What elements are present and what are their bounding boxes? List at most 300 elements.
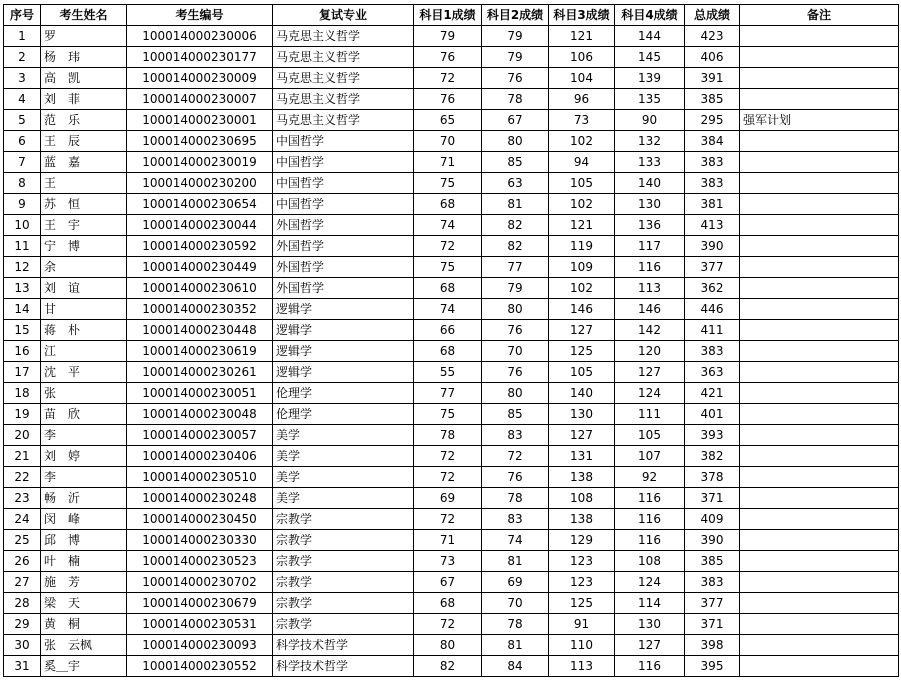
cell-score3: 94 (549, 152, 615, 173)
cell-id: 100014000230248 (127, 488, 273, 509)
cell-total: 384 (685, 131, 740, 152)
cell-score1: 72 (414, 68, 482, 89)
cell-name: 邱 博 (41, 530, 127, 551)
cell-total: 398 (685, 635, 740, 656)
cell-total: 377 (685, 593, 740, 614)
cell-score2: 79 (482, 26, 549, 47)
cell-score3: 125 (549, 593, 615, 614)
cell-note (740, 47, 899, 68)
cell-id: 100014000230695 (127, 131, 273, 152)
table-row (4, 425, 899, 446)
cell-score4: 111 (615, 404, 685, 425)
table-row (4, 152, 899, 173)
cell-total: 385 (685, 89, 740, 110)
cell-score2: 80 (482, 299, 549, 320)
cell-score3: 131 (549, 446, 615, 467)
cell-name: 张 云枫 (41, 635, 127, 656)
cell-score2: 81 (482, 551, 549, 572)
cell-note (740, 320, 899, 341)
cell-score2: 78 (482, 89, 549, 110)
cell-major: 宗教学 (273, 614, 414, 635)
cell-score4: 116 (615, 509, 685, 530)
cell-score2: 79 (482, 47, 549, 68)
cell-score3: 105 (549, 173, 615, 194)
cell-total: 409 (685, 509, 740, 530)
cell-id: 100014000230450 (127, 509, 273, 530)
cell-no: 1 (4, 26, 41, 47)
cell-score3: 127 (549, 425, 615, 446)
cell-score2: 78 (482, 488, 549, 509)
cell-no: 25 (4, 530, 41, 551)
cell-note (740, 173, 899, 194)
cell-major: 宗教学 (273, 530, 414, 551)
cell-total: 413 (685, 215, 740, 236)
cell-note (740, 614, 899, 635)
cell-score1: 69 (414, 488, 482, 509)
cell-major: 宗教学 (273, 572, 414, 593)
cell-note (740, 530, 899, 551)
table-row (4, 278, 899, 299)
cell-score1: 55 (414, 362, 482, 383)
table-row (4, 26, 899, 47)
cell-major: 外国哲学 (273, 257, 414, 278)
table-row (4, 362, 899, 383)
cell-id: 100014000230019 (127, 152, 273, 173)
table-row (4, 257, 899, 278)
cell-score4: 133 (615, 152, 685, 173)
cell-name: 蓝 嘉 (41, 152, 127, 173)
cell-total: 383 (685, 152, 740, 173)
header-major: 复试专业 (273, 5, 414, 26)
cell-no: 11 (4, 236, 41, 257)
table-row (4, 236, 899, 257)
cell-score3: 119 (549, 236, 615, 257)
cell-score1: 72 (414, 614, 482, 635)
cell-total: 371 (685, 614, 740, 635)
cell-name: 范 乐 (41, 110, 127, 131)
cell-score4: 124 (615, 572, 685, 593)
cell-note (740, 257, 899, 278)
cell-score1: 78 (414, 425, 482, 446)
cell-major: 宗教学 (273, 551, 414, 572)
cell-no: 29 (4, 614, 41, 635)
cell-score2: 67 (482, 110, 549, 131)
cell-score2: 81 (482, 194, 549, 215)
cell-score2: 74 (482, 530, 549, 551)
cell-no: 12 (4, 257, 41, 278)
cell-note (740, 488, 899, 509)
cell-no: 26 (4, 551, 41, 572)
cell-score4: 116 (615, 656, 685, 677)
cell-score4: 145 (615, 47, 685, 68)
cell-id: 100014000230009 (127, 68, 273, 89)
cell-total: 406 (685, 47, 740, 68)
header-score3: 科目3成绩 (549, 5, 615, 26)
cell-score4: 132 (615, 131, 685, 152)
table-row (4, 341, 899, 362)
cell-no: 20 (4, 425, 41, 446)
cell-total: 362 (685, 278, 740, 299)
cell-total: 411 (685, 320, 740, 341)
cell-score4: 116 (615, 488, 685, 509)
cell-score1: 77 (414, 383, 482, 404)
cell-id: 100014000230006 (127, 26, 273, 47)
cell-name: 王 (41, 173, 127, 194)
cell-score3: 110 (549, 635, 615, 656)
cell-score1: 79 (414, 26, 482, 47)
cell-name: 江 (41, 341, 127, 362)
cell-id: 100014000230448 (127, 320, 273, 341)
cell-name: 梁 天 (41, 593, 127, 614)
cell-id: 100014000230330 (127, 530, 273, 551)
cell-note (740, 278, 899, 299)
table-row (4, 614, 899, 635)
cell-score3: 129 (549, 530, 615, 551)
cell-score4: 146 (615, 299, 685, 320)
cell-no: 3 (4, 68, 41, 89)
cell-score2: 85 (482, 152, 549, 173)
cell-note (740, 68, 899, 89)
cell-id: 100014000230177 (127, 47, 273, 68)
cell-note (740, 152, 899, 173)
cell-score4: 114 (615, 593, 685, 614)
cell-score2: 76 (482, 467, 549, 488)
table-row (4, 467, 899, 488)
cell-no: 17 (4, 362, 41, 383)
cell-score4: 142 (615, 320, 685, 341)
cell-score1: 75 (414, 404, 482, 425)
cell-score3: 102 (549, 131, 615, 152)
cell-score1: 82 (414, 656, 482, 677)
cell-major: 美学 (273, 446, 414, 467)
header-no: 序号 (4, 5, 41, 26)
cell-id: 100014000230679 (127, 593, 273, 614)
cell-name: 施 芳 (41, 572, 127, 593)
cell-id: 100014000230001 (127, 110, 273, 131)
cell-score4: 108 (615, 551, 685, 572)
cell-name: 闵 峰 (41, 509, 127, 530)
cell-no: 21 (4, 446, 41, 467)
cell-major: 中国哲学 (273, 194, 414, 215)
cell-major: 马克思主义哲学 (273, 68, 414, 89)
cell-score4: 135 (615, 89, 685, 110)
table-row (4, 530, 899, 551)
table-row (4, 446, 899, 467)
cell-score1: 68 (414, 278, 482, 299)
cell-score4: 139 (615, 68, 685, 89)
cell-no: 15 (4, 320, 41, 341)
cell-total: 393 (685, 425, 740, 446)
cell-total: 377 (685, 257, 740, 278)
cell-total: 390 (685, 236, 740, 257)
cell-score3: 102 (549, 194, 615, 215)
cell-id: 100014000230619 (127, 341, 273, 362)
table-row (4, 215, 899, 236)
cell-major: 马克思主义哲学 (273, 89, 414, 110)
cell-id: 100014000230654 (127, 194, 273, 215)
cell-id: 100014000230093 (127, 635, 273, 656)
cell-score1: 68 (414, 194, 482, 215)
cell-name: 刘 菲 (41, 89, 127, 110)
cell-score3: 121 (549, 26, 615, 47)
cell-score1: 80 (414, 635, 482, 656)
cell-score1: 75 (414, 257, 482, 278)
cell-id: 100014000230352 (127, 299, 273, 320)
cell-score2: 72 (482, 446, 549, 467)
cell-note (740, 593, 899, 614)
cell-score3: 125 (549, 341, 615, 362)
cell-score2: 83 (482, 509, 549, 530)
cell-total: 421 (685, 383, 740, 404)
cell-score2: 79 (482, 278, 549, 299)
cell-id: 100014000230051 (127, 383, 273, 404)
table-row (4, 551, 899, 572)
cell-score3: 140 (549, 383, 615, 404)
cell-name: 王 宇 (41, 215, 127, 236)
cell-score1: 72 (414, 446, 482, 467)
table-row (4, 656, 899, 677)
cell-name: 李 (41, 467, 127, 488)
cell-major: 科学技术哲学 (273, 635, 414, 656)
cell-name: 刘 谊 (41, 278, 127, 299)
table-row (4, 320, 899, 341)
cell-score3: 73 (549, 110, 615, 131)
cell-major: 马克思主义哲学 (273, 47, 414, 68)
cell-note (740, 383, 899, 404)
cell-id: 100014000230057 (127, 425, 273, 446)
cell-id: 100014000230044 (127, 215, 273, 236)
table-row (4, 299, 899, 320)
cell-id: 100014000230200 (127, 173, 273, 194)
header-row (4, 5, 899, 26)
cell-total: 383 (685, 341, 740, 362)
cell-total: 378 (685, 467, 740, 488)
cell-score3: 123 (549, 572, 615, 593)
cell-name: 余 (41, 257, 127, 278)
cell-name: 苏 恒 (41, 194, 127, 215)
cell-total: 401 (685, 404, 740, 425)
cell-score4: 144 (615, 26, 685, 47)
cell-score3: 138 (549, 509, 615, 530)
header-name: 考生姓名 (41, 5, 127, 26)
cell-score4: 127 (615, 635, 685, 656)
cell-total: 423 (685, 26, 740, 47)
cell-name: 奚＿宇 (41, 656, 127, 677)
cell-score2: 82 (482, 215, 549, 236)
cell-major: 逻辑学 (273, 299, 414, 320)
cell-total: 383 (685, 173, 740, 194)
header-score2: 科目2成绩 (482, 5, 549, 26)
cell-score4: 130 (615, 614, 685, 635)
cell-score2: 77 (482, 257, 549, 278)
cell-major: 外国哲学 (273, 236, 414, 257)
cell-id: 100014000230048 (127, 404, 273, 425)
cell-major: 美学 (273, 488, 414, 509)
cell-name: 蒋 朴 (41, 320, 127, 341)
cell-score3: 104 (549, 68, 615, 89)
cell-major: 逻辑学 (273, 320, 414, 341)
cell-name: 甘 (41, 299, 127, 320)
cell-score3: 127 (549, 320, 615, 341)
header-score4: 科目4成绩 (615, 5, 685, 26)
cell-score1: 74 (414, 299, 482, 320)
cell-note (740, 215, 899, 236)
cell-score1: 73 (414, 551, 482, 572)
cell-score3: 105 (549, 362, 615, 383)
table-row (4, 194, 899, 215)
cell-note (740, 446, 899, 467)
cell-score2: 82 (482, 236, 549, 257)
cell-name: 畅 沂 (41, 488, 127, 509)
cell-score4: 136 (615, 215, 685, 236)
cell-score1: 72 (414, 236, 482, 257)
cell-name: 罗 (41, 26, 127, 47)
cell-total: 381 (685, 194, 740, 215)
table-row (4, 593, 899, 614)
cell-major: 伦理学 (273, 383, 414, 404)
cell-score4: 113 (615, 278, 685, 299)
table-row (4, 383, 899, 404)
header-id: 考生编号 (127, 5, 273, 26)
cell-no: 22 (4, 467, 41, 488)
cell-no: 23 (4, 488, 41, 509)
cell-major: 逻辑学 (273, 362, 414, 383)
cell-major: 中国哲学 (273, 152, 414, 173)
cell-score3: 106 (549, 47, 615, 68)
cell-note (740, 404, 899, 425)
cell-note (740, 656, 899, 677)
cell-no: 31 (4, 656, 41, 677)
cell-score1: 71 (414, 530, 482, 551)
cell-id: 100014000230610 (127, 278, 273, 299)
cell-note (740, 425, 899, 446)
cell-total: 385 (685, 551, 740, 572)
cell-score1: 72 (414, 467, 482, 488)
cell-no: 8 (4, 173, 41, 194)
cell-score1: 70 (414, 131, 482, 152)
cell-major: 宗教学 (273, 509, 414, 530)
cell-note (740, 572, 899, 593)
cell-score3: 109 (549, 257, 615, 278)
header-total: 总成绩 (685, 5, 740, 26)
cell-name: 宁 博 (41, 236, 127, 257)
cell-score4: 105 (615, 425, 685, 446)
cell-score1: 74 (414, 215, 482, 236)
table-row (4, 404, 899, 425)
cell-score3: 91 (549, 614, 615, 635)
cell-name: 张 (41, 383, 127, 404)
cell-score1: 71 (414, 152, 482, 173)
table-row (4, 110, 899, 131)
cell-major: 美学 (273, 425, 414, 446)
cell-total: 382 (685, 446, 740, 467)
cell-name: 王 辰 (41, 131, 127, 152)
cell-score3: 138 (549, 467, 615, 488)
cell-score2: 76 (482, 362, 549, 383)
table-row (4, 572, 899, 593)
cell-score2: 83 (482, 425, 549, 446)
cell-score2: 80 (482, 131, 549, 152)
cell-score2: 78 (482, 614, 549, 635)
cell-note (740, 299, 899, 320)
table-row (4, 68, 899, 89)
cell-score3: 96 (549, 89, 615, 110)
cell-score1: 65 (414, 110, 482, 131)
table-row (4, 635, 899, 656)
cell-id: 100014000230510 (127, 467, 273, 488)
cell-no: 2 (4, 47, 41, 68)
cell-score2: 76 (482, 320, 549, 341)
cell-score1: 75 (414, 173, 482, 194)
cell-total: 371 (685, 488, 740, 509)
cell-name: 叶 楠 (41, 551, 127, 572)
cell-score4: 130 (615, 194, 685, 215)
cell-total: 383 (685, 572, 740, 593)
cell-name: 杨 玮 (41, 47, 127, 68)
cell-score2: 85 (482, 404, 549, 425)
cell-name: 李 (41, 425, 127, 446)
cell-score4: 140 (615, 173, 685, 194)
cell-name: 黄 桐 (41, 614, 127, 635)
header-note: 备注 (740, 5, 899, 26)
score-table (3, 4, 899, 677)
cell-name: 苗 欣 (41, 404, 127, 425)
cell-id: 100014000230261 (127, 362, 273, 383)
table-row (4, 173, 899, 194)
cell-score1: 76 (414, 89, 482, 110)
cell-major: 逻辑学 (273, 341, 414, 362)
cell-total: 391 (685, 68, 740, 89)
cell-score3: 102 (549, 278, 615, 299)
cell-no: 30 (4, 635, 41, 656)
cell-major: 外国哲学 (273, 278, 414, 299)
cell-note (740, 509, 899, 530)
cell-major: 马克思主义哲学 (273, 110, 414, 131)
cell-id: 100014000230007 (127, 89, 273, 110)
cell-major: 外国哲学 (273, 215, 414, 236)
cell-score1: 66 (414, 320, 482, 341)
cell-score4: 107 (615, 446, 685, 467)
cell-no: 5 (4, 110, 41, 131)
cell-score3: 123 (549, 551, 615, 572)
header-score1: 科目1成绩 (414, 5, 482, 26)
cell-score4: 120 (615, 341, 685, 362)
cell-name: 沈 平 (41, 362, 127, 383)
cell-no: 27 (4, 572, 41, 593)
cell-no: 7 (4, 152, 41, 173)
cell-note (740, 236, 899, 257)
cell-id: 100014000230406 (127, 446, 273, 467)
cell-total: 395 (685, 656, 740, 677)
cell-score4: 116 (615, 257, 685, 278)
cell-name: 高 凯 (41, 68, 127, 89)
cell-total: 446 (685, 299, 740, 320)
cell-major: 宗教学 (273, 593, 414, 614)
cell-score2: 63 (482, 173, 549, 194)
cell-score2: 81 (482, 635, 549, 656)
cell-score3: 146 (549, 299, 615, 320)
cell-score3: 121 (549, 215, 615, 236)
cell-score1: 72 (414, 509, 482, 530)
cell-score2: 84 (482, 656, 549, 677)
table-row (4, 509, 899, 530)
table-row (4, 47, 899, 68)
cell-name: 刘 婷 (41, 446, 127, 467)
cell-no: 24 (4, 509, 41, 530)
cell-id: 100014000230449 (127, 257, 273, 278)
cell-note (740, 194, 899, 215)
cell-id: 100014000230702 (127, 572, 273, 593)
